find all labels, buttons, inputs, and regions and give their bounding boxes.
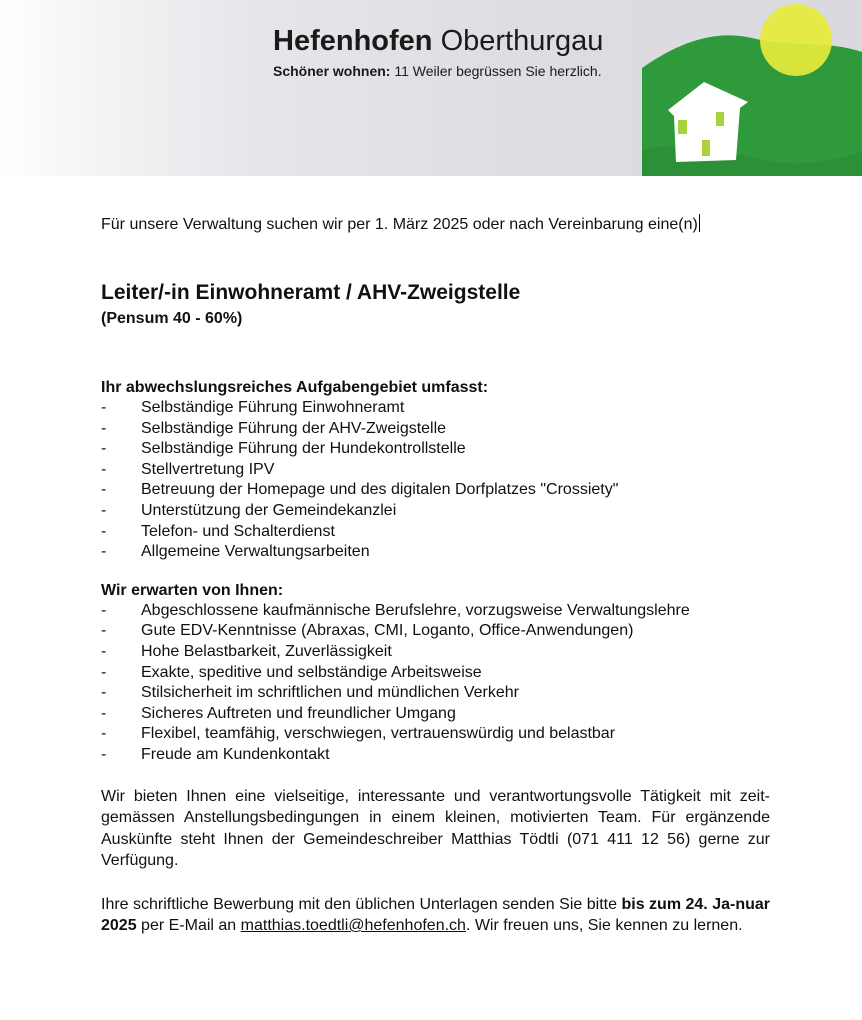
list-item: - Flexibel, teamfähig, verschwiegen, vertrauenswürdig und belastbar	[101, 725, 616, 743]
list-item: - Hohe Belastbarkeit, Zuverlässigkeit	[101, 642, 392, 660]
header-banner	[0, 0, 862, 176]
requirements-list	[101, 601, 770, 766]
list-item: - Stellvertretung IPV	[101, 460, 275, 478]
requirements-heading: Wir erwarten von Ihnen:	[101, 581, 284, 599]
list-item: - Unterstützung der Gemeindekanzlei	[101, 501, 397, 519]
job-posting	[101, 214, 770, 937]
slogan-bold: Schöner wohnen:	[273, 63, 391, 79]
text-cursor	[699, 214, 700, 232]
landscape-illustration	[642, 0, 862, 176]
brand-title	[273, 24, 603, 58]
list-item: - Betreuung der Homepage und des digitalen Dorfplatzes "Crossiety"	[101, 481, 619, 499]
brand-block	[273, 24, 603, 80]
intro-text: Für unsere Verwaltung suchen wir per 1. März 2025 oder nach Vereinbarung eine(n)	[101, 216, 698, 233]
slogan-text: 11 Weiler begrüssen Sie herzlich.	[394, 63, 602, 79]
list-item: - Selbständige Führung der Hundekontrollstelle	[101, 440, 466, 458]
list-item: - Freude am Kundenkontakt	[101, 745, 330, 763]
application-deadline: bis zum 24. Ja-nuar 2025	[101, 895, 771, 934]
list-item: - Sicheres Auftreten und freundlicher Umgang	[101, 704, 456, 722]
job-workload: (Pensum 40 - 60%)	[101, 310, 243, 327]
application-text-middle: per E-Mail an	[141, 917, 237, 934]
list-item: - Gute EDV-Kenntnisse (Abraxas, CMI, Loganto, Office-Anwendungen)	[101, 622, 634, 640]
list-item: - Exakte, speditive und selbständige Arbeitsweise	[101, 663, 482, 681]
house-window-icon	[678, 120, 687, 134]
offer-paragraph: Wir bieten Ihnen eine vielseitige, interessante und verantwortungsvolle Tätigkeit mit zeit-gemässen Anstellungsbedingungen in einem kleinen, motivierten Team. Für ergänzende Auskünfte steht Ihnen der Gemeindeschreiber Matthias Tödtli (071 411 12 56) gerne zur Verfügung.	[101, 787, 770, 869]
list-item: - Allgemeine Verwaltungsarbeiten	[101, 543, 370, 561]
list-item: - Selbständige Führung der AHV-Zweigstelle	[101, 419, 447, 437]
tasks-heading: Ihr abwechslungsreiches Aufgabengebiet umfasst:	[101, 379, 489, 396]
application-text: Ihre schriftliche Bewerbung mit den üblichen Unterlagen senden Sie bitte	[101, 895, 617, 913]
list-item: - Telefon- und Schalterdienst	[101, 522, 335, 540]
list-item: - Selbständige Führung Einwohneramt	[101, 399, 405, 416]
intro-line	[101, 214, 770, 236]
tasks-list	[101, 398, 770, 563]
house-door-icon	[702, 140, 710, 156]
job-title: Leiter/-in Einwohneramt / AHV-Zweigstelle	[101, 281, 521, 304]
application-closing: . Wir freuen uns, Sie kennen zu lernen.	[465, 917, 743, 934]
application-paragraph	[101, 894, 770, 937]
list-item: - Abgeschlossene kaufmännische Berufslehre, vorzugsweise Verwaltungslehre	[101, 601, 690, 619]
house-window-icon	[716, 112, 724, 126]
brand-name-bold: Hefenhofen	[273, 25, 433, 57]
brand-name-region: Oberthurgau	[440, 25, 604, 57]
sun-icon	[760, 4, 832, 76]
list-item: - Stilsicherheit im schriftlichen und mündlichen Verkehr	[101, 684, 519, 702]
brand-slogan	[273, 62, 603, 80]
contact-email-link[interactable]: matthias.toedtli@hefenhofen.ch	[240, 917, 466, 934]
